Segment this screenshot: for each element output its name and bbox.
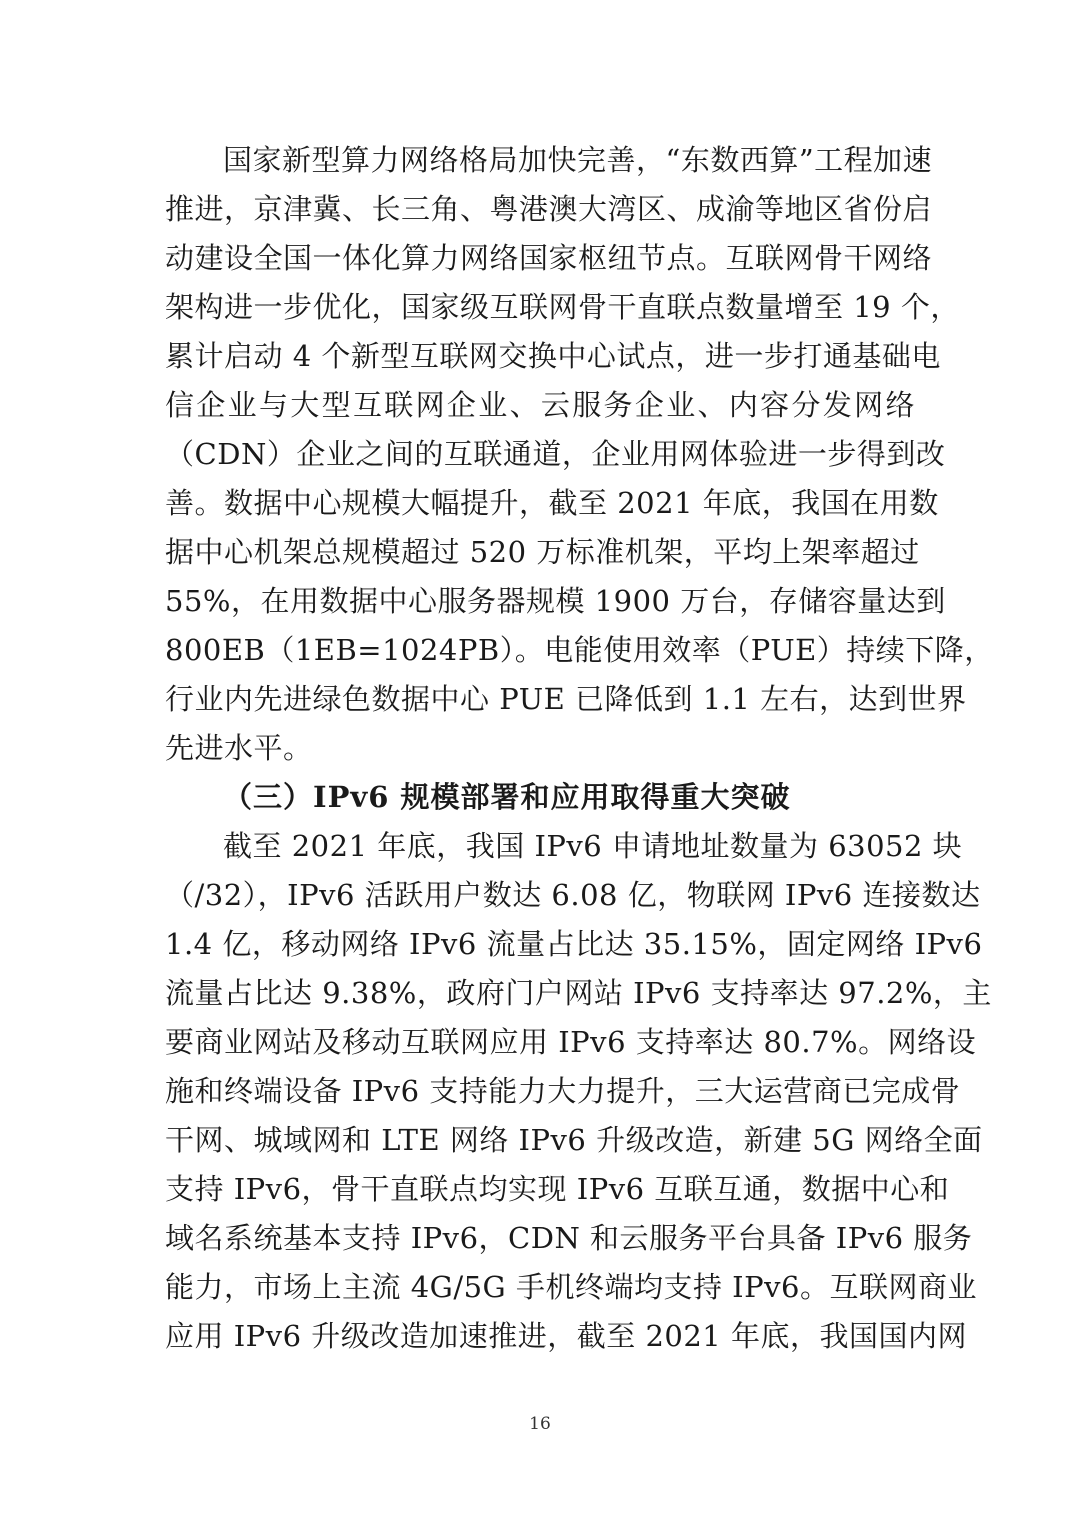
- paragraph1-line: 800EB（1EB=1024PB）。电能使用效率（PUE）持续下降，: [165, 633, 994, 667]
- paragraph2-line: 能力，市场上主流 4G/5G 手机终端均支持 IPv6。互联网商业: [165, 1270, 977, 1304]
- page-number: 16: [529, 1414, 551, 1434]
- paragraph2-line: 截至 2021 年底，我国 IPv6 申请地址数量为 63052 块: [223, 829, 963, 863]
- paragraph1-line: 先进水平。: [165, 731, 313, 765]
- paragraph2-line: 1.4 亿，移动网络 IPv6 流量占比达 35.15%，固定网络 IPv6: [165, 927, 983, 961]
- paragraph1-line: 国家新型算力网络格局加快完善，“东数西算”工程加速: [223, 143, 933, 177]
- paragraph1-line: 55%，在用数据中心服务器规模 1900 万台，存储容量达到: [165, 584, 946, 618]
- section-heading: （三）IPv6 规模部署和应用取得重大突破: [223, 780, 791, 814]
- paragraph2-line: 流量占比达 9.38%，政府门户网站 IPv6 支持率达 97.2%，主: [165, 976, 992, 1010]
- paragraph2-line: 应用 IPv6 升级改造加速推进，截至 2021 年底，我国国内网: [165, 1319, 967, 1353]
- paragraph1-line: 信企业与大型互联网企业、云服务企业、内容分发网络: [165, 388, 915, 422]
- paragraph1-line: 动建设全国一体化算力网络国家枢纽节点。互联网骨干网络: [165, 241, 933, 275]
- paragraph2-line: 支持 IPv6，骨干直联点均实现 IPv6 互联互通，数据中心和: [165, 1172, 950, 1206]
- paragraph2-line: 施和终端设备 IPv6 支持能力大力提升，三大运营商已完成骨: [165, 1074, 961, 1108]
- paragraph1-line: （CDN）企业之间的互联通道，企业用网体验进一步得到改: [165, 437, 946, 471]
- paragraph2-line: （/32），IPv6 活跃用户数达 6.08 亿，物联网 IPv6 连接数达: [165, 878, 981, 912]
- paragraph1-line: 行业内先进绿色数据中心 PUE 已降低到 1.1 左右，达到世界: [165, 682, 967, 716]
- paragraph1-line: 善。数据中心规模大幅提升，截至 2021 年底，我国在用数: [165, 486, 939, 520]
- paragraph2-line: 域名系统基本支持 IPv6，CDN 和云服务平台具备 IPv6 服务: [165, 1221, 973, 1255]
- paragraph1-line: 累计启动 4 个新型互联网交换中心试点，进一步打通基础电: [165, 339, 941, 373]
- paragraph2-line: 干网、城域网和 LTE 网络 IPv6 升级改造，新建 5G 网络全面: [165, 1123, 983, 1157]
- paragraph1-line: 据中心机架总规模超过 520 万标准机架，平均上架率超过: [165, 535, 920, 569]
- paragraph1-line: 推进，京津冀、长三角、粤港澳大湾区、成渝等地区省份启: [165, 192, 933, 226]
- paragraph1-line: 架构进一步优化，国家级互联网骨干直联点数量增至 19 个，: [165, 290, 960, 324]
- paragraph2-line: 要商业网站及移动互联网应用 IPv6 支持率达 80.7%。网络设: [165, 1025, 977, 1059]
